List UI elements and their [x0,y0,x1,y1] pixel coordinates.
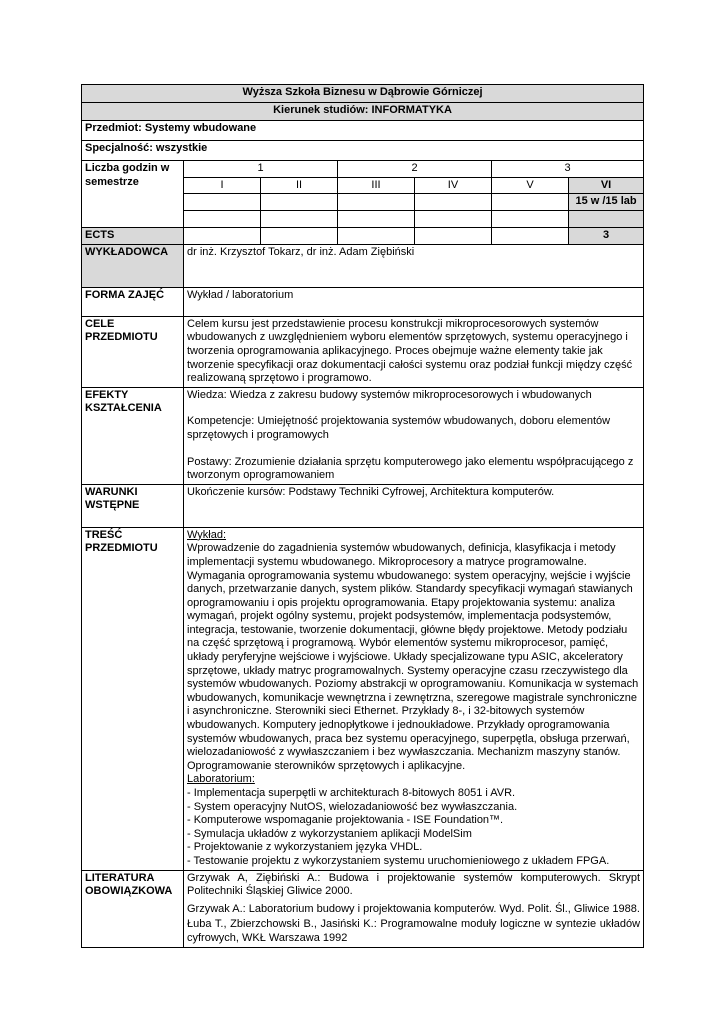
literature-value [184,870,644,947]
effects-attitude: Postawy: Zrozumienie działania sprzętu komputerowego jako elementu współpracującego z tworzonym oprogramowaniem [187,455,634,482]
ects-cell [261,228,338,245]
hours-cell [569,211,644,228]
lab-item: - Symulacja układów z wykorzystaniem aplikacji ModelSim [187,827,472,840]
literature-label-line1: LITERATURA [85,871,155,884]
content-label-line1: TREŚĆ [85,528,123,541]
hours-label: Liczba godzin w semestrze [82,161,184,228]
semester-4: IV [415,177,492,194]
year-2: 2 [338,161,492,178]
lab-item: - Komputerowe wspomaganie projektowania - ISE Foundation™. [187,814,504,827]
goals-value [184,316,644,387]
goals-label-line2: PRZEDMIOTU [85,331,158,344]
literature-item: Łuba T., Zbierzchowski B., Jasiński K.: Programowalne moduły logiczne w syntezie układów cyfrowych, WKŁ Warszawa 1992 [187,918,641,944]
semester-6-hours: 15 w /15 lab [569,194,644,211]
hours-cell [338,211,415,228]
lab-title: Laboratorium: [187,773,255,786]
content-value [184,527,644,870]
ects-cell [184,228,261,245]
lecture-text: Wprowadzenie do zagadnienia systemów wbudowanych, definicja, klasyfikacja i metody implementacji systemu wbudowanego. Mikroprocesory a matryce programowalne. Wymagania oprogramowania systemu wbudowanego: system operacyjny, wejście i wyjście danych, przetwarzanie danych, system plików. Standardy specyfikacji wymagań stawianych oprogramowaniu i opis projektu oprogramowania. Etapy projektowania systemu: analiza wymagań, projekt ogólny systemu, projekt podsystemów, implementacja podsystemów, integracja, testowanie, tworzenie dokumentacji, główne błędy projektowe. Metody podziału na część sprzętową i programową. Wybór elementów systemu mikroprocesor, pamięć, układy peryferyjne wejściowe i wyjściowe. Układy specjalizowane typu ASIC, akceleratory sprzętowe, układy matryc programowalnych. Systemy operacyjne czasu rzeczywistego dla systemów wbudowanych. Poziomy abstrakcji w oprogramowaniu. Komunikacja w systemach wbudowanych, komunikacje wewnętrzna i zewnętrzna, szeregowe magistrale synchroniczne i asynchroniczne. Sterowniki sieci Ethernet. Przykłady 8-, i 32-bitowych systemów wbudowanych. Komputery jednopłytkowe i jednoukładowe. Przykłady oprogramowania systemów wbudowanych, praca bez systemu operacyjnego, superpętla, obsługa przerwań, wielozadaniowość z wywłaszczaniem i bez wywłaszczania. Mechanizm maszyny stanów. Oprogramowanie sterowników sprzętowych i aplikacyjne. [187,542,639,772]
goals-label [82,316,184,387]
hours-cell [492,194,569,211]
lab-item: - Testowanie projektu z wykorzystaniem systemu uruchomieniowego z układem FPGA. [187,854,610,867]
subject-name: Przedmiot: Systemy wbudowane [82,121,644,141]
ects-cell [492,228,569,245]
prereq-label-line1: WARUNKI [85,485,138,498]
year-1: 1 [184,161,338,178]
prereq-label [82,484,184,527]
literature-label [82,870,184,947]
hours-cell [261,211,338,228]
form-label: FORMA ZAJĘĆ [82,287,184,316]
content-label-line2: PRZEDMIOTU [85,542,158,555]
year-3: 3 [492,161,644,178]
semester-2: II [261,177,338,194]
lab-item: - Implementacja superpętli w architekturach 8-bitowych 8051 i AVR. [187,787,516,799]
lab-item: - Projektowanie z wykorzystaniem języka VHDL. [187,841,423,854]
prereq-label-line2: WSTĘPNE [85,499,140,512]
semester-6: VI [569,177,644,194]
ects-cell [415,228,492,245]
literature-label-line2: OBOWIĄZKOWA [85,885,173,898]
lecture-title: Wykład: [187,528,227,541]
content-label [82,527,184,870]
ects-cell [338,228,415,245]
hours-cell [338,194,415,211]
effects-label-line1: EFEKTY [85,388,129,401]
effects-knowledge: Wiedza: Wiedza z zakresu budowy systemów mikroprocesorowych i wbudowanych [187,388,592,401]
goals-label-line1: CELE [85,317,115,330]
form-value: Wykład / laboratorium [184,287,644,316]
field-of-study: Kierunek studiów: INFORMATYKA [82,103,644,121]
hours-cell [415,194,492,211]
hours-cell [492,211,569,228]
hours-cell [261,194,338,211]
hours-cell [415,211,492,228]
effects-label-line2: KSZTAŁCENIA [85,402,162,415]
effects-competence: Kompetencje: Umiejętność projektowania systemów wbudowanych, doboru elementów sprzętowych i programowych [187,415,611,441]
lab-item: - System operacyjny NutOS, wielozadaniowość bez wywłaszczania. [187,800,518,813]
lecturer-value: dr inż. Krzysztof Tokarz, dr inż. Adam Ziębiński [184,244,644,287]
effects-label [82,387,184,484]
semester-3: III [338,177,415,194]
ects-value: 3 [569,228,644,245]
semester-1: I [184,177,261,194]
literature-item: Grzywak A, Ziębiński A.: Budowa i projektowanie systemów komputerowych. Skrypt Politechniki Śląskiej Gliwice 2000. [187,871,641,898]
lecturer-label: WYKŁADOWCA [82,244,184,287]
prereq-value: Ukończenie kursów: Podstawy Techniki Cyfrowej, Architektura komputerów. [184,484,644,527]
syllabus-table [81,84,644,948]
hours-cell [184,194,261,211]
ects-label: ECTS [82,228,184,245]
specialty: Specjalność: wszystkie [82,141,644,161]
hours-cell [184,211,261,228]
effects-value [184,387,644,484]
school-name: Wyższa Szkoła Biznesu w Dąbrowie Górniczej [82,85,644,103]
goals-text: Celem kursu jest przedstawienie procesu konstrukcji mikroprocesorowych systemów wbudowanych z uwzględnieniem wyboru elementów sprzętowych, systemu operacyjnego i tworzenia oprogramowania aplikacyjnego. Proces obejmuje ważne elementy takie jak tworzenie specyfikacji oraz dokumentacji całości systemu oraz podział funkcji między część realizowaną sprzętowo i programowo. [187,317,633,385]
literature-item: Grzywak A.: Laboratorium budowy i projektowania komputerów. Wyd. Polit. Śl., Gliwice 1988. [187,902,640,915]
semester-5: V [492,177,569,194]
